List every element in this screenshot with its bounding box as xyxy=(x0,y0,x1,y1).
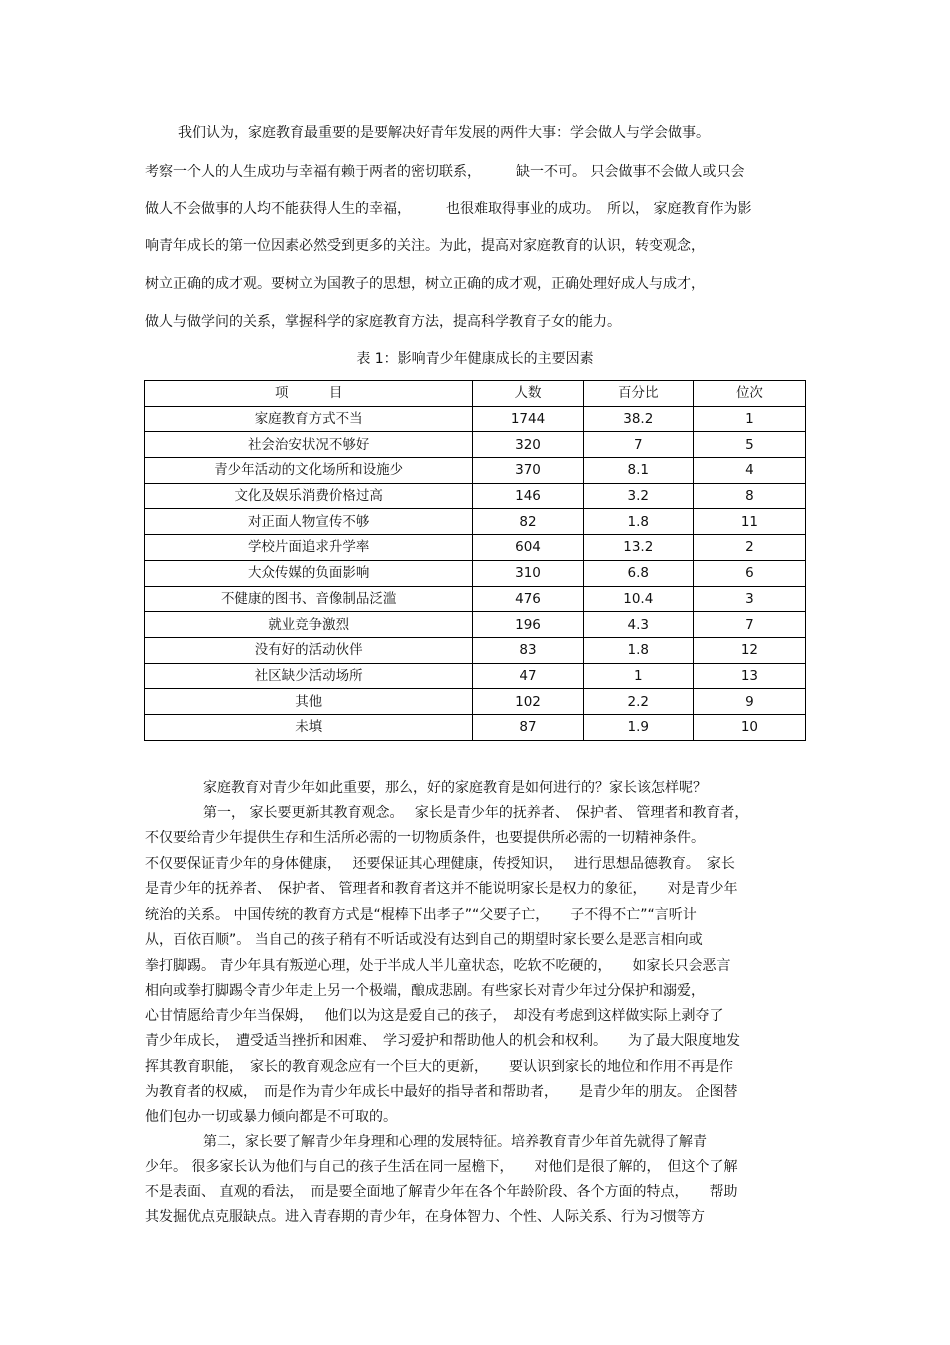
table-row xyxy=(145,432,806,458)
cell-count: 1744 xyxy=(473,406,583,432)
cell-count: 146 xyxy=(473,483,583,509)
cell-percent: 2.2 xyxy=(583,689,693,715)
cell-count: 196 xyxy=(473,612,583,638)
cell-item: 青少年活动的文化场所和设施少 xyxy=(145,458,473,484)
table-row xyxy=(145,714,806,740)
cell-rank: 4 xyxy=(693,458,805,484)
header-rank: 位次 xyxy=(693,381,805,407)
cell-item: 对正面人物宣传不够 xyxy=(145,509,473,535)
table-row xyxy=(145,637,806,663)
body-line: 不是表面、 直观的看法， 而是要全面地了解青少年在各个年龄阶段、各个方面的特点， 帮助 xyxy=(145,1184,738,1200)
cell-percent: 1 xyxy=(583,663,693,689)
cell-percent: 13.2 xyxy=(583,535,693,561)
cell-rank: 12 xyxy=(693,637,805,663)
cell-item: 就业竞争激烈 xyxy=(145,612,473,638)
cell-count: 83 xyxy=(473,637,583,663)
cell-rank: 11 xyxy=(693,509,805,535)
cell-count: 370 xyxy=(473,458,583,484)
table-row xyxy=(145,509,806,535)
header-count: 人数 xyxy=(473,381,583,407)
cell-percent: 6.8 xyxy=(583,560,693,586)
table-row xyxy=(145,663,806,689)
body-line: 拳打脚踢。 青少年具有叛逆心理，处于半成人半儿童状态，吃软不吃硬的， 如家长只会恶言 xyxy=(145,958,731,974)
cell-rank: 13 xyxy=(693,663,805,689)
factors-table xyxy=(144,380,806,741)
body-line: 相向或拳打脚踢令青少年走上另一个极端，酿成悲剧。有些家长对青少年过分保护和溺爱， xyxy=(145,983,705,999)
cell-item: 其他 xyxy=(145,689,473,715)
cell-rank: 10 xyxy=(693,714,805,740)
cell-count: 310 xyxy=(473,560,583,586)
body-line: 从，百依百顺”。 当自己的孩子稍有不听话或没有达到自己的期望时家长要么是恶言相向或 xyxy=(145,932,703,948)
cell-rank: 7 xyxy=(693,612,805,638)
cell-item: 文化及娱乐消费价格过高 xyxy=(145,483,473,509)
cell-item: 没有好的活动伙伴 xyxy=(145,637,473,663)
cell-item: 学校片面追求升学率 xyxy=(145,535,473,561)
table-header-row xyxy=(145,381,806,407)
cell-rank: 6 xyxy=(693,560,805,586)
cell-count: 476 xyxy=(473,586,583,612)
table-row xyxy=(145,560,806,586)
body-line: 统治的关系。 中国传统的教育方式是“棍棒下出孝子”“父要子亡， 子不得不亡”“言听计 xyxy=(145,907,697,923)
intro-line: 做人不会做事的人均不能获得人生的幸福， 也很难取得事业的成功。 所以， 家庭教育作为影 xyxy=(145,201,752,217)
table-row xyxy=(145,689,806,715)
cell-count: 82 xyxy=(473,509,583,535)
intro-line: 我们认为，家庭教育最重要的是要解决好青年发展的两件大事：学会做人与学会做事。 xyxy=(178,125,710,141)
cell-count: 320 xyxy=(473,432,583,458)
cell-percent: 7 xyxy=(583,432,693,458)
intro-line: 考察一个人的人生成功与幸福有赖于两者的密切联系， 缺一不可。 只会做事不会做人或只会 xyxy=(145,164,745,180)
cell-rank: 1 xyxy=(693,406,805,432)
intro-line: 树立正确的成才观。要树立为国教子的思想，树立正确的成才观，正确处理好成人与成才， xyxy=(145,276,705,292)
intro-line: 响青年成长的第一位因素必然受到更多的关注。为此，提高对家庭教育的认识，转变观念， xyxy=(145,238,705,254)
cell-item: 不健康的图书、音像制品泛滥 xyxy=(145,586,473,612)
body-line: 他们包办一切或暴力倾向都是不可取的。 xyxy=(145,1109,397,1125)
cell-rank: 2 xyxy=(693,535,805,561)
table-row xyxy=(145,483,806,509)
cell-count: 604 xyxy=(473,535,583,561)
cell-item: 社会治安状况不够好 xyxy=(145,432,473,458)
table-row xyxy=(145,406,806,432)
cell-rank: 5 xyxy=(693,432,805,458)
body-line: 少年。 很多家长认为他们与自己的孩子生活在同一屋檐下， 对他们是很了解的， 但这个了解 xyxy=(145,1159,738,1175)
cell-item: 家庭教育方式不当 xyxy=(145,406,473,432)
body-line: 挥其教育职能， 家长的教育观念应有一个巨大的更新， 要认识到家长的地位和作用不再是作 xyxy=(145,1059,733,1075)
cell-percent: 10.4 xyxy=(583,586,693,612)
body-line: 青少年成长， 遭受适当挫折和困难、 学习爱护和帮助他人的机会和权利。 为了最大限度地发 xyxy=(145,1033,740,1049)
body-line: 第一， 家长要更新其教育观念。 家长是青少年的抚养者、 保护者、 管理者和教育者， xyxy=(203,805,749,821)
body-line: 不仅要给青少年提供生存和生活所必需的一切物质条件，也要提供所必需的一切精神条件。 xyxy=(145,830,705,846)
cell-percent: 38.2 xyxy=(583,406,693,432)
cell-percent: 1.8 xyxy=(583,509,693,535)
cell-rank: 3 xyxy=(693,586,805,612)
body-line: 其发掘优点克服缺点。进入青春期的青少年，在身体智力、个性、人际关系、行为习惯等方 xyxy=(145,1209,705,1225)
header-percent: 百分比 xyxy=(583,381,693,407)
cell-rank: 9 xyxy=(693,689,805,715)
cell-percent: 8.1 xyxy=(583,458,693,484)
cell-percent: 1.8 xyxy=(583,637,693,663)
body-line: 心甘情愿给青少年当保姆， 他们以为这是爱自己的孩子， 却没有考虑到这样做实际上剥夺了 xyxy=(145,1008,724,1024)
body-line: 家庭教育对青少年如此重要，那么，好的家庭教育是如何进行的？家长该怎样呢？ xyxy=(203,780,707,796)
body-line: 是青少年的抚养者、 保护者、 管理者和教育者这并不能说明家长是权力的象征， 对是青少年 xyxy=(145,881,738,897)
cell-item: 社区缺少活动场所 xyxy=(145,663,473,689)
cell-item: 大众传媒的负面影响 xyxy=(145,560,473,586)
body-line: 为教育者的权威， 而是作为青少年成长中最好的指导者和帮助者， 是青少年的朋友。 企图替 xyxy=(145,1084,738,1100)
cell-item: 未填 xyxy=(145,714,473,740)
table-caption: 表 1：影响青少年健康成长的主要因素 xyxy=(356,351,594,367)
body-line: 第二，家长要了解青少年身理和心理的发展特征。培养教育青少年首先就得了解青 xyxy=(203,1134,707,1150)
intro-line: 做人与做学问的关系，掌握科学的家庭教育方法，提高科学教育子女的能力。 xyxy=(145,314,621,330)
cell-percent: 1.9 xyxy=(583,714,693,740)
cell-percent: 3.2 xyxy=(583,483,693,509)
cell-count: 87 xyxy=(473,714,583,740)
cell-rank: 8 xyxy=(693,483,805,509)
header-item: 项 目 xyxy=(145,381,473,407)
cell-percent: 4.3 xyxy=(583,612,693,638)
table-row xyxy=(145,458,806,484)
cell-count: 102 xyxy=(473,689,583,715)
cell-count: 47 xyxy=(473,663,583,689)
body-line: 不仅要保证青少年的身体健康， 还要保证其心理健康，传授知识， 进行思想品德教育。 家长 xyxy=(145,856,735,872)
table-row xyxy=(145,535,806,561)
table-row xyxy=(145,612,806,638)
table-row xyxy=(145,586,806,612)
